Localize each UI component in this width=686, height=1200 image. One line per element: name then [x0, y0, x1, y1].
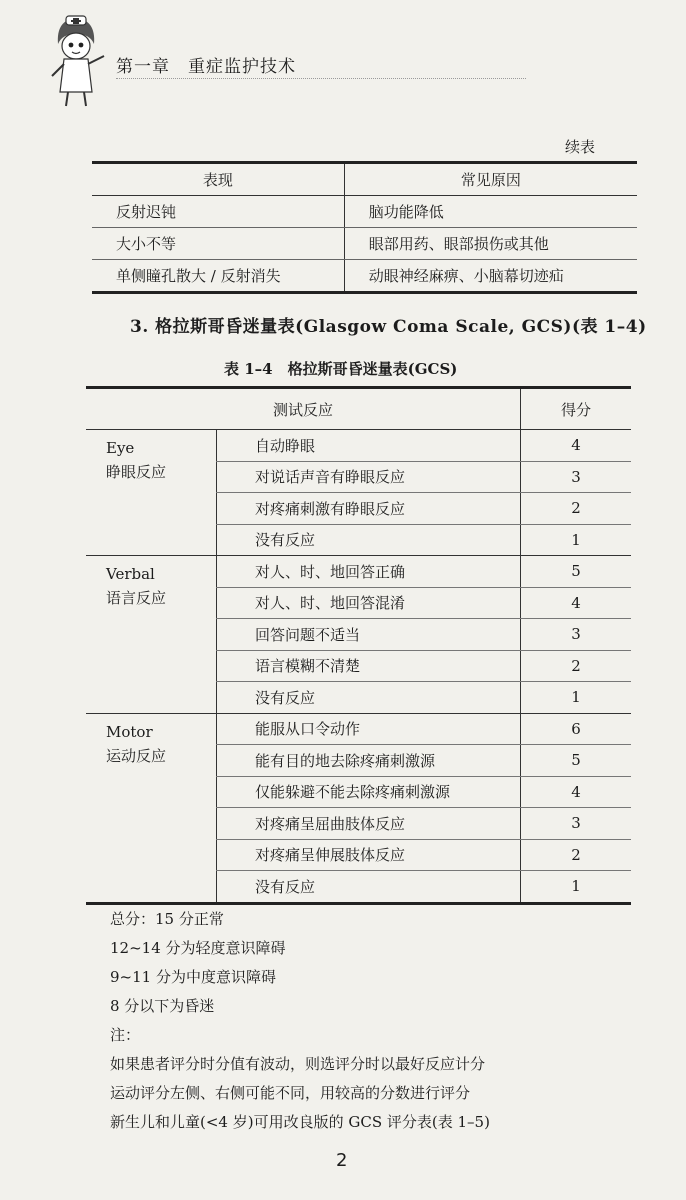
- chapter-title: 第一章 重症监护技术: [116, 57, 296, 77]
- category-zh: 语言反应: [106, 589, 167, 607]
- category-en: Eye: [106, 439, 135, 457]
- response-cell: 没有反应: [217, 682, 521, 714]
- score-cell: 3: [521, 808, 632, 840]
- category-cell: [86, 713, 217, 903]
- header-rule: [116, 78, 526, 79]
- response-cell: 语言模糊不清楚: [217, 650, 521, 682]
- note-line: 9~11 分为中度意识障碍: [110, 968, 276, 986]
- note-line: 8 分以下为昏迷: [110, 997, 215, 1015]
- table-cell: 动眼神经麻痹、小脑幕切迹疝: [344, 260, 637, 293]
- notes-block: [110, 905, 490, 1137]
- table-row: [86, 556, 631, 588]
- table-cell: 反射迟钝: [92, 196, 344, 228]
- table-cell: 脑功能降低: [344, 196, 637, 228]
- note-line: 运动评分左侧、右侧可能不同，用较高的分数进行评分: [110, 1084, 471, 1102]
- response-cell: 对人、时、地回答正确: [217, 556, 521, 588]
- table-header-row: [92, 163, 637, 196]
- score-cell: 5: [521, 556, 632, 588]
- note-line: 注：: [110, 1026, 141, 1044]
- category-cell: [86, 556, 217, 714]
- table-row: [92, 196, 637, 228]
- table-cell: 单侧瞳孔散大 / 反射消失: [92, 260, 344, 293]
- pupil-table: [92, 161, 637, 294]
- score-cell: 4: [521, 430, 632, 462]
- response-cell: 对人、时、地回答混淆: [217, 587, 521, 619]
- note-line: 如果患者评分时分值有波动，则选评分时以最好反应计分: [110, 1055, 486, 1073]
- column-header: 测试反应: [86, 388, 521, 430]
- response-cell: 对说话声音有睁眼反应: [217, 461, 521, 493]
- score-cell: 5: [521, 745, 632, 777]
- column-header: 表现: [92, 163, 344, 196]
- response-cell: 对疼痛呈屈曲肢体反应: [217, 808, 521, 840]
- category-en: Verbal: [106, 565, 155, 583]
- nurse-mascot-icon: [44, 14, 108, 110]
- response-cell: 仅能躲避不能去除疼痛刺激源: [217, 776, 521, 808]
- response-cell: 能有目的地去除疼痛刺激源: [217, 745, 521, 777]
- score-cell: 4: [521, 776, 632, 808]
- column-header: 得分: [521, 388, 632, 430]
- score-cell: 6: [521, 713, 632, 745]
- score-cell: 1: [521, 682, 632, 714]
- section-heading: 3. 格拉斯哥昏迷量表(Glasgow Coma Scale, GCS)(表 1–4): [130, 317, 647, 337]
- table-cell: 大小不等: [92, 228, 344, 260]
- gcs-table: [86, 386, 631, 905]
- score-cell: 2: [521, 650, 632, 682]
- response-cell: 对疼痛刺激有睁眼反应: [217, 493, 521, 525]
- category-en: Motor: [106, 722, 153, 741]
- table-row: [86, 713, 631, 745]
- note-line: 总分：15 分正常: [110, 910, 224, 928]
- page-number: 2: [336, 1150, 348, 1171]
- table-row: [86, 430, 631, 462]
- category-zh: 睁眼反应: [106, 463, 167, 481]
- score-cell: 4: [521, 587, 632, 619]
- table-cell: 眼部用药、眼部损伤或其他: [344, 228, 637, 260]
- note-line: 新生儿和儿童(<4 岁)可用改良版的 GCS 评分表(表 1–5): [110, 1113, 490, 1131]
- response-cell: 回答问题不适当: [217, 619, 521, 651]
- table-row: [92, 260, 637, 293]
- table-header-row: [86, 388, 631, 430]
- response-cell: 能服从口令动作: [217, 713, 521, 745]
- score-cell: 2: [521, 493, 632, 525]
- response-cell: 对疼痛呈伸展肢体反应: [217, 839, 521, 871]
- table-caption: 表 1–4 格拉斯哥昏迷量表(GCS): [224, 360, 458, 378]
- note-line: 12~14 分为轻度意识障碍: [110, 939, 286, 957]
- score-cell: 3: [521, 461, 632, 493]
- response-cell: 没有反应: [217, 524, 521, 556]
- table-row: [92, 228, 637, 260]
- response-cell: 自动睁眼: [217, 430, 521, 462]
- continuation-label: 续表: [565, 138, 596, 156]
- score-cell: 1: [521, 524, 632, 556]
- category-zh: 运动反应: [106, 746, 167, 765]
- score-cell: 2: [521, 839, 632, 871]
- score-cell: 3: [521, 619, 632, 651]
- score-cell: 1: [521, 871, 632, 904]
- category-cell: [86, 430, 217, 556]
- column-header: 常见原因: [344, 163, 637, 196]
- response-cell: 没有反应: [217, 871, 521, 904]
